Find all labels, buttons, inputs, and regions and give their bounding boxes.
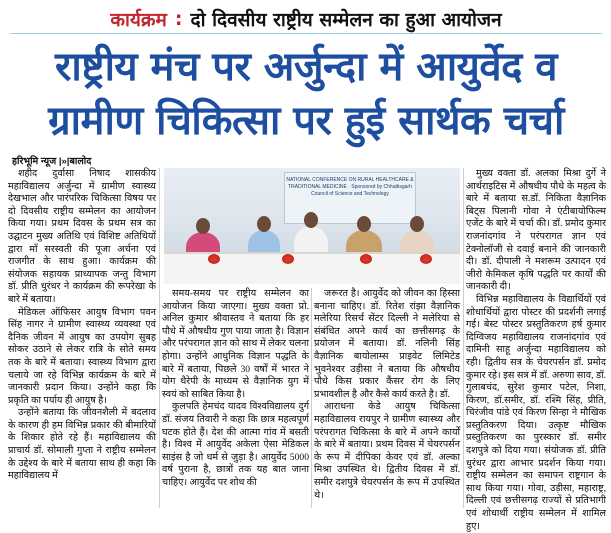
- article-paragraph: कुलपति हेमचंद यादव विश्वविद्यालय दुर्ग डॉ. संजय तिवारी ने कहा कि छात्र महत्वपूर्ण घटक होते हैं। देश की आत्मा गांव में बसती है। विश्व में आयुर्वेद अकेला ऐसा मेडिकल साइंस है जो धर्म से जुड़ा है। आयुर्वेद 5000 वर्ष पुराना है, छात्रों तक यह बात जाना चाहिए। आयुर्वेद पर शोध की: [162, 401, 309, 488]
- headline: [8, 40, 604, 148]
- article-paragraph: जरूरत है। आयुर्वेद को जीवन का हिस्सा बनाना चाहिए। डॉ. रितेश रांझा वैज्ञानिक मलेरिया रिसर्च सेंटर दिल्ली ने मलेरिया से संबंधित अपने कार्य का छत्तीसगढ़ के प्रयोजन में बताया। डॉ. नलिनी सिंह वैज्ञानिक बायोलाम्स प्राइवेट लिमिटेड भुवनेश्वर उड़ीसा ने बताया कि औषधीय पौधे किस प्रकार कैंसर रोग के लिए प्रभावशील है और कैसे कार्य करते है। डॉ.: [314, 288, 460, 400]
- article-column-1: [8, 168, 156, 508]
- article-column-2: [162, 288, 309, 508]
- article-column-4: [466, 168, 606, 532]
- kicker-text: दो दिवसीय राष्ट्रीय सम्मेलन का हुआ आयोजन: [190, 8, 502, 31]
- article-paragraph: समय-समय पर राष्ट्रीय सम्मेलन का आयोजन किया जाएगा। मुख्य वक्ता प्रो. अनिल कुमार श्रीवास्तव ने बताया कि हर पौधे में औषधीय गुण पाया जाता है। विज्ञान और परंपरागत ज्ञान को साथ में लेकर चलना होगा। उन्होंने आधुनिक विज्ञान पद्धति के बारे में बताया, पिछले 30 वर्षों में भारत ने योग थैरेपी के माध्यम से वैज्ञानिक युग में स्वयं को साबित किया है।: [162, 288, 309, 400]
- column-divider: [159, 168, 160, 508]
- byline: हरिभूमि न्यूज |»|बालोद: [12, 156, 92, 167]
- kicker-separator: :: [174, 7, 183, 30]
- column-divider: [311, 288, 312, 508]
- kicker-bar: [10, 4, 602, 34]
- flower-decoration: [360, 254, 372, 264]
- headline-line-2: ग्रामीण चिकित्सा पर हुई सार्थक चर्चा: [48, 98, 564, 144]
- flower-decoration: [282, 254, 294, 264]
- article-paragraph: मेडिकल ऑफिसर आयुष विभाग पवन सिंह नागर ने ग्रामीण स्वास्थ्य व्यवस्था एवं दैनिक जीवन में आयुष का उपयोग सुबह सोकर उठाने से लेकर रात्रि के सोते समय तक के बारे में बताया। स्वास्थ्य विभाग द्वारा चलाये जा रहे विभिन्न कार्यक्रम के बारे में जानकारी प्रदान किया। उन्होंने कहा कि प्रकृति का पर्याय ही आयुष है।: [8, 306, 156, 406]
- flower-decoration: [208, 254, 220, 264]
- article-paragraph: उन्होंने बताया कि जीवनशैली में बदलाव के कारण ही हम विभिन्न प्रकार की बीमारियों के शिकार होते रहे हैं। महाविद्यालय की प्राचार्य डॉ. सोमाली गुप्ता ने राष्ट्रीय सम्मेलन के उद्देश्य के बारे में बताया साथ ही कहा कि महाविद्यालय में: [8, 407, 156, 482]
- event-photo: [164, 168, 460, 284]
- column-divider: [463, 168, 464, 508]
- article-paragraph: विभिन्न महाविद्यालय के विद्यार्थियों एवं शोधार्थियों द्वारा पोस्टर की प्रदर्शनी लगाई गई। बेस्ट पोस्टर प्रस्तुतिकरण हर्ष कुमार दिग्विजय महाविद्यालय राजनांदगांव एवं दामिनी साहू अर्जुन्दा महाविद्यालय को रही। द्वितीय सत्र के चेयरपर्सन डॉ. प्रमोद कुमार रहे। इस सत्र में डॉ. अरुणा साव, डॉ. गुलाबचंद, सुरेश कुमार पटेल, निशा, किरण, डॉ.समीर, डॉ. रश्मि सिंह, प्रीति, चिरंजीव पांडे एवं किरण सिन्हा ने मौखिक प्रस्तुतिकरण दिया। उत्कृष्ट मौखिक प्रस्तुतिकरण का पुरस्कार डॉ. समीर दशपुत्रे को दिया गया। संयोजक डॉ. प्रीति धुरंधर द्वारा आभार प्रदर्शन किया गया। राष्ट्रीय सम्मेलन का समापन राष्ट्रगान के साथ किया गया। गोवा, उड़ीसा, महाराष्ट्र, दिल्ली एवं छत्तीसगढ़ राज्यों से प्रतिभागी एवं शोधार्थी राष्ट्रीय सम्मेलन में शामिल हुए।: [466, 293, 606, 532]
- flower-decoration: [420, 254, 432, 264]
- article-paragraph: शहीद दुर्वासा निषाद शासकीय महाविद्यालय अर्जुन्दा में ग्रामीण स्वास्थ्य देखभाल और पारंपरिक चिकित्सा विषय पर दो दिवसीय राष्ट्रीय सम्मेलन का आयोजन किया गया। प्रथम दिवस के प्रथम सत्र का उद्घाटन मुख्य अतिथि एवं विशिष्ट अतिथियों द्वारा माँ सरस्वती की पूजा अर्चना एवं राजगीत के साथ हुआ। कार्यक्रम की संयोजक सहायक प्राध्यापक जन्तु विभाग डॉ. प्रीति धुरंधर ने कार्यक्रम की रूपरेखा के बारे में बताया।: [8, 168, 156, 305]
- article-paragraph: मुख्य वक्ता डॉ. अलका मिश्रा दुर्गे ने आर्थराइटिस में औषधीय पौधे के महत्व के बारे में बताया स.डॉ. निकिता वैज्ञानिक बिट्स पिलानी गोवा ने एंटीबायोफिल्म एजेंट के बारे में चर्चा की। डॉ. प्रमोद कुमार राजनांदगांव ने परंपरागत ज्ञान एवं टेक्नोलॉजी से दवाई बनाने की जानकारी दी। डॉ. दीपाली ने मशरूम उत्पादन एवं जीरो केमिकल कृषि पद्धति पर कार्यों की जानकारी दी।: [466, 168, 606, 293]
- headline-line-1: राष्ट्रीय मंच पर अर्जुन्दा में आयुर्वेद व: [54, 44, 557, 90]
- article-paragraph: आराधना केडे आयुष चिकित्सा महाविद्यालय रायपुर ने ग्रामीण स्वास्थ्य और परंपरागत चिकित्सा के बारे में अपने कार्यों के बारे में बताया। प्रथम दिवस में चेयरपर्सन के रूप में दीपिका केवर एवं डॉ. अल्का मिश्रा उपस्थित थे। द्वितीय दिवस में डॉ. समीर दशपुत्रे चेयरपर्सन के रूप में उपस्थित थे।: [314, 401, 460, 501]
- article-column-3: [314, 288, 460, 508]
- kicker-tag: कार्यक्रम: [110, 8, 167, 31]
- conference-banner: NATIONAL CONFERENCE ON RURAL HEALTHCARE & TRADITIONAL MEDICINE · Sponsored by Chhattisgarh Council of Science and Technology: [284, 172, 416, 224]
